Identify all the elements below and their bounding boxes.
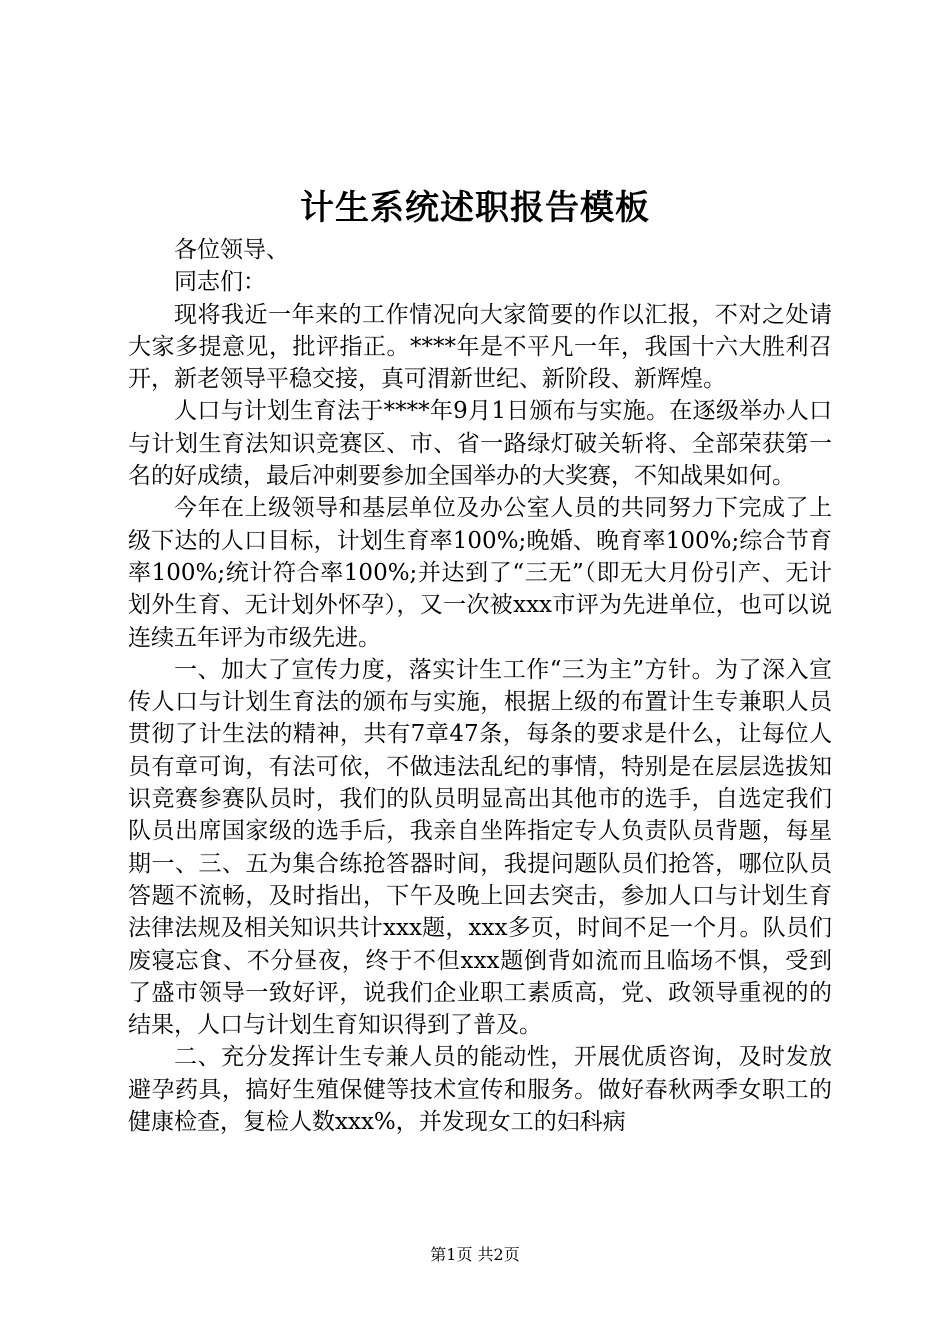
document-title: 计生系统述职报告模板 [300,188,650,228]
paragraph-intro: 现将我近一年来的工作情况向大家简要的作以汇报，不对之处请大家多提意见，批评指正。****年是不平凡一年，我国十六大胜利召开，新老领导平稳交接，真可渭新世纪、新阶段、新辉煌。 [128,301,832,393]
paragraph-targets: 今年在上级领导和基层单位及办公室人员的共同努力下完成了上级下达的人口目标，计划生育率100%;晚婚、晚育率100%;综合节育率100%;统计符合率100%;并达到了“三无”（即无大月份引产、无计划外生育、无计划外怀孕），又一次被xxx市评为先进单位，也可以说连续五年评为市级先进。 [128,495,832,651]
paragraph-section-one: 一、加大了宣传力度，落实计生工作“三为主”方针。为了深入宣传人口与计划生育法的颁布与实施，根据上级的布置计生专兼职人员贯彻了计生法的精神，共有7章47条，每条的要求是什么，让每位人员有章可询，有法可依，不做违法乱纪的事情，特别是在层层选拔知识竞赛参赛队员时，我们的队员明显高出其他市的选手，自选定我们队员出席国家级的选手后，我亲自坐阵指定专人负责队员背题，每星期一、三、五为集合练抢答器时间，我提问题队员们抢答，哪位队员答题不流畅，及时指出，下午及晚上回去突击，参加人口与计划生育法律法规及相关知识共计xxx题，xxx多页，时间不足一个月。队员们废寝忘食、不分昼夜，终于不但xxx题倒背如流而且临场不惧，受到了盛市领导一致好评，说我们企业职工素质高，党、政领导重视的的结果，人口与计划生育知识得到了普及。 [128,656,832,1039]
paragraph-law: 人口与计划生育法于****年9月1日颁布与实施。在逐级举办人口与计划生育法知识竞赛区、市、省一路绿灯破关斩将、全部荣获第一名的好成绩，最后冲刺要参加全国举办的大奖赛，不知战果如何。 [128,398,832,490]
page-footer: 第1页 共2页 [430,1245,520,1264]
paragraph-section-two: 二、充分发挥计生专兼人员的能动性，开展优质咨询，及时发放避孕药具，搞好生殖保健等技术宣传和服务。做好春秋两季女职工的健康检查，复检人数xxx%，并发现女工的妇科病 [128,1044,832,1136]
document-body [128,234,832,1138]
salutation-leaders: 各位领导、 [174,237,289,263]
salutation-comrades: 同志们： [174,269,266,296]
